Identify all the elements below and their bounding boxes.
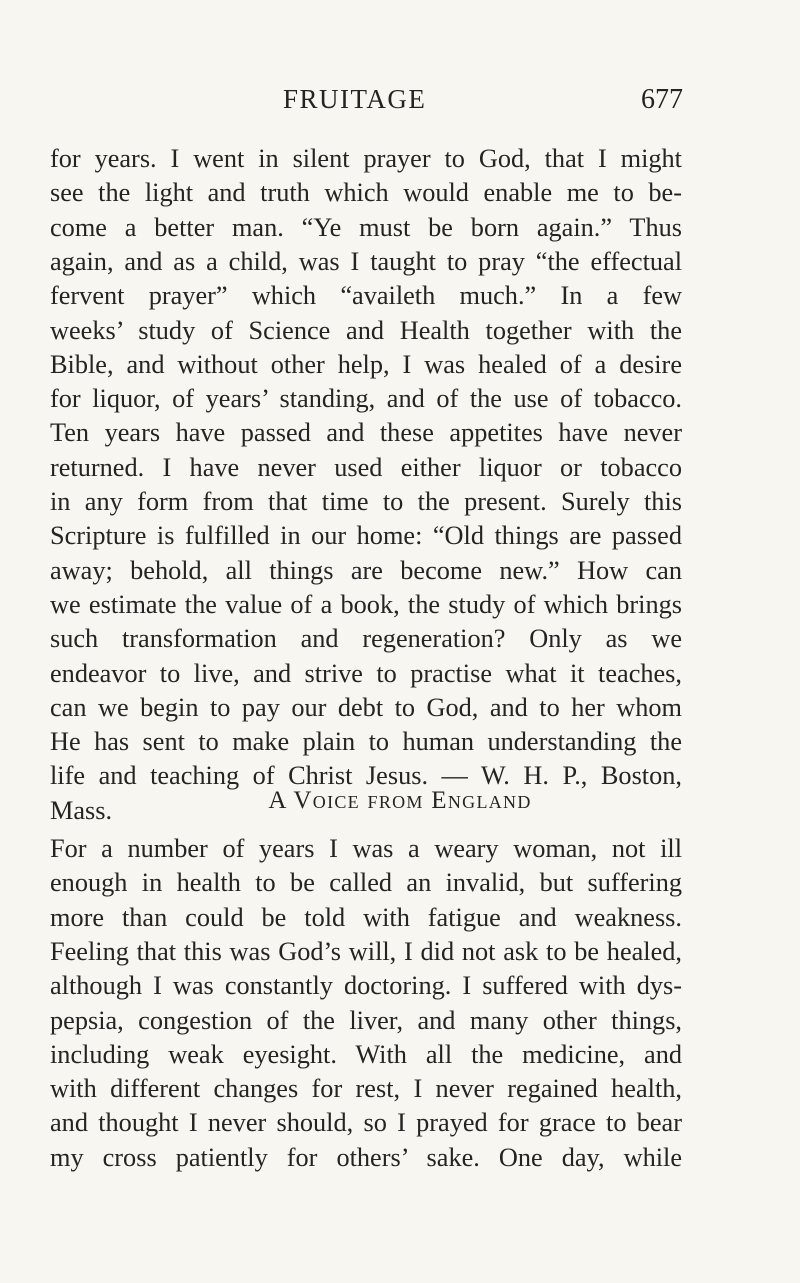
- text-line: He has sent to make plain to human understanding the: [50, 727, 682, 757]
- text-line: weeks’ study of Science and Health together with the: [50, 315, 682, 345]
- text-line: returned. I have never used either liquor or tobacco: [50, 452, 682, 482]
- text-line: Scripture is fulfilled in our home: “Old things are passed: [50, 521, 682, 551]
- text-line: come a better man. “Ye must be born again.” Thus: [50, 212, 682, 242]
- text-line: my cross patiently for others’ sake. One day, while: [50, 1142, 682, 1172]
- text-line: Ten years have passed and these appetites have never: [50, 418, 682, 448]
- text-line: such transformation and regeneration? Only as we: [50, 624, 682, 654]
- text-line: Bible, and without other help, I was healed of a desire: [50, 349, 682, 379]
- text-line: endeavor to live, and strive to practise what it teaches,: [50, 658, 682, 688]
- text-line: again, and as a child, was I taught to pray “the effectual: [50, 246, 682, 276]
- text-line: For a number of years I was a weary woman, not ill: [50, 834, 682, 863]
- text-line: away; behold, all things are become new.” How can: [50, 555, 682, 585]
- page-number: 677: [641, 84, 683, 115]
- text-line: life and teaching of Christ Jesus. — W. H. P., Boston,: [50, 761, 682, 791]
- section-heading: A Voice from England: [268, 787, 532, 814]
- text-line: and thought I never should, so I prayed for grace to bear: [50, 1108, 682, 1138]
- text-line: enough in health to be called an invalid, but suffering: [50, 868, 682, 898]
- text-line: more than could be told with fatigue and weakness.: [50, 902, 682, 932]
- text-line: Mass.: [50, 795, 113, 825]
- text-line: although I was constantly doctoring. I suffered with dys-: [50, 971, 682, 1001]
- text-line: with different changes for rest, I never regained health,: [50, 1074, 682, 1104]
- text-line: for years. I went in silent prayer to God, that I might: [50, 144, 682, 173]
- running-head: [283, 84, 683, 124]
- running-title: FRUITAGE: [283, 84, 427, 114]
- text-line: pepsia, congestion of the liver, and many other things,: [50, 1005, 682, 1035]
- text-line: for liquor, of years’ standing, and of the use of tobacco.: [50, 384, 682, 414]
- text-line: Feeling that this was God’s will, I did not ask to be healed,: [50, 936, 682, 966]
- text-line: in any form from that time to the present. Surely this: [50, 487, 682, 516]
- text-line: fervent prayer” which “availeth much.” In a few: [50, 281, 682, 311]
- text-line: can we begin to pay our debt to God, and to her whom: [50, 692, 682, 722]
- text-line: we estimate the value of a book, the study of which brings: [50, 589, 682, 619]
- text-line: including weak eyesight. With all the medicine, and: [50, 1039, 682, 1069]
- text-line: see the light and truth which would enable me to be-: [50, 178, 682, 208]
